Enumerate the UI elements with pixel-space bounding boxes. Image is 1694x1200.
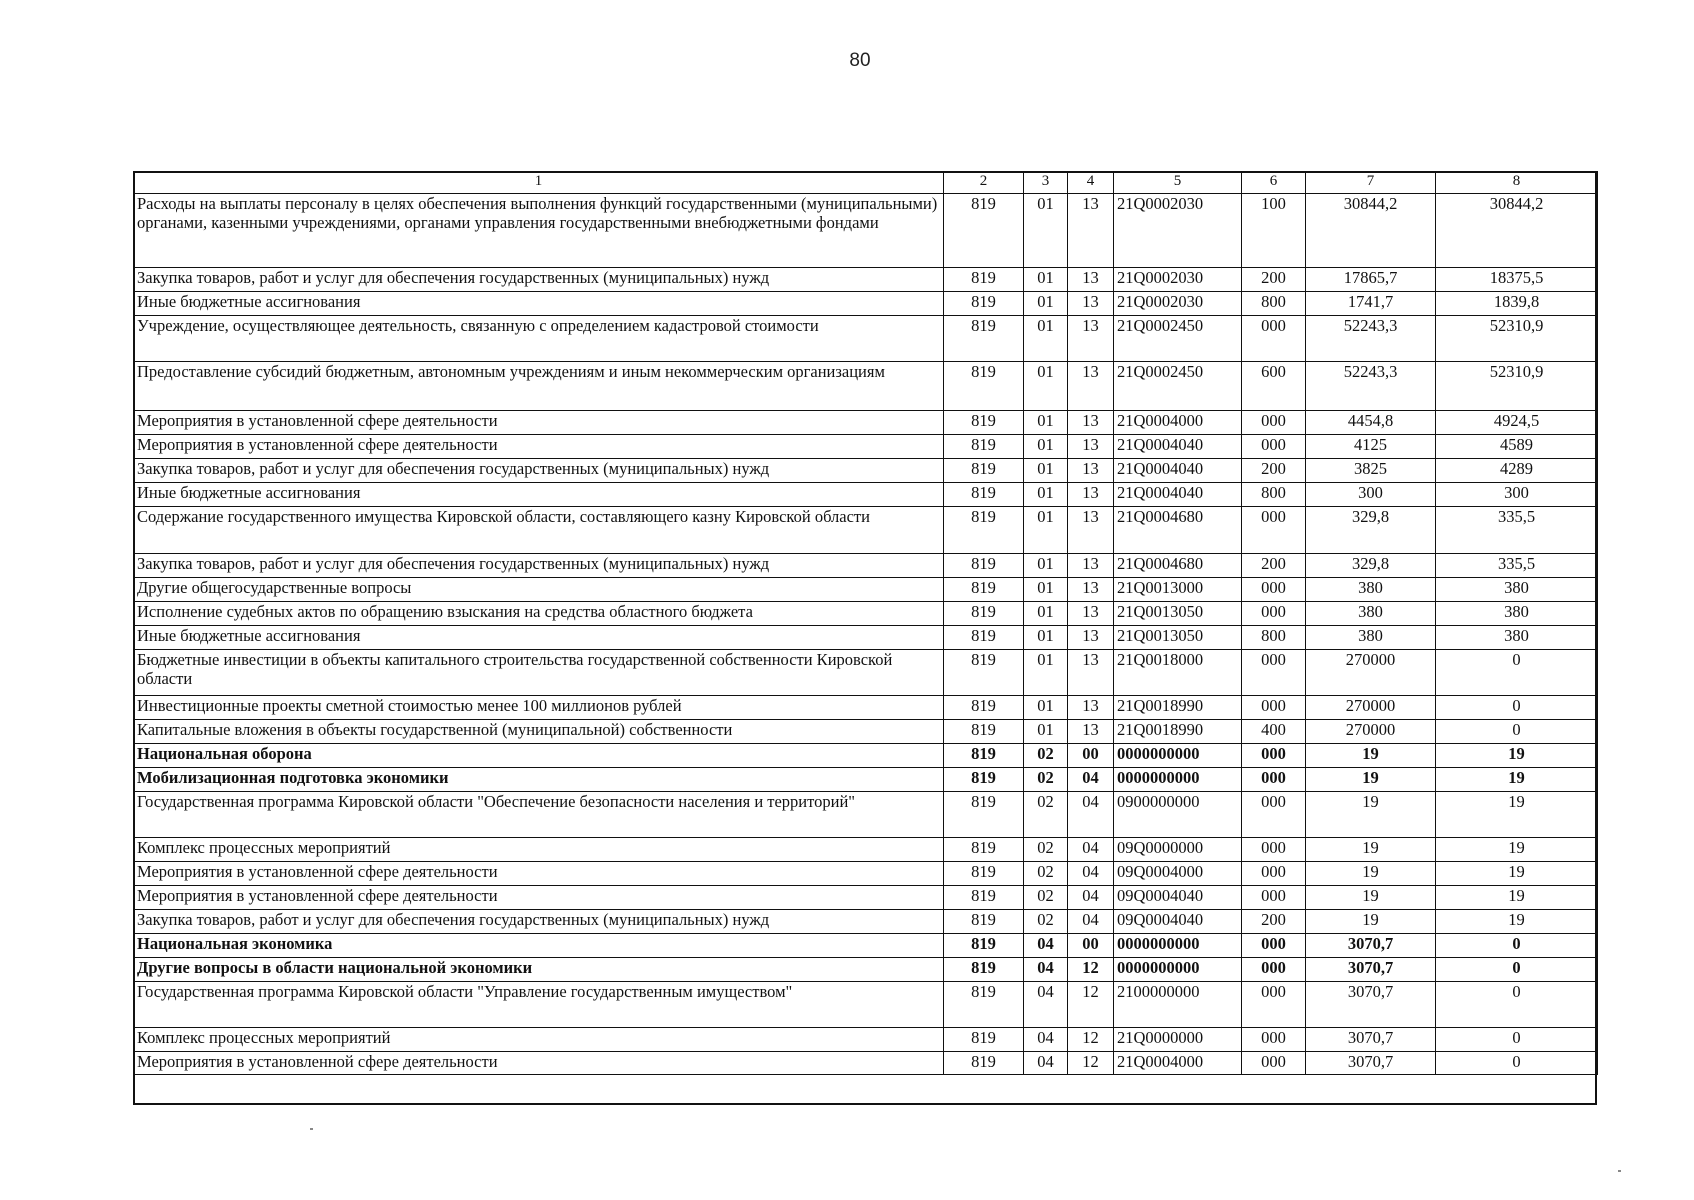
- cell-target-article: 21Q0004040: [1114, 435, 1242, 459]
- cell-name: Содержание государственного имущества Кировской области, составляющего казну Кировской области: [134, 507, 944, 554]
- cell-section: 01: [1024, 194, 1068, 268]
- cell-target-article: 09Q0004040: [1114, 886, 1242, 910]
- table-row: [134, 886, 1598, 910]
- cell-amount-year2: 18375,5: [1436, 268, 1598, 292]
- cell-amount-year2: 19: [1436, 910, 1598, 934]
- cell-amount-year1: 17865,7: [1306, 268, 1436, 292]
- cell-target-article: 21Q0018000: [1114, 650, 1242, 696]
- cell-admin-code: 819: [944, 268, 1024, 292]
- cell-name: Иные бюджетные ассигнования: [134, 292, 944, 316]
- cell-amount-year1: 3070,7: [1306, 1052, 1436, 1075]
- cell-name: Мероприятия в установленной сфере деятельности: [134, 862, 944, 886]
- table-row: [134, 862, 1598, 886]
- cell-target-article: 21Q0002030: [1114, 292, 1242, 316]
- cell-amount-year1: 19: [1306, 744, 1436, 768]
- cell-subsection: 13: [1068, 362, 1114, 411]
- cell-amount-year2: 0: [1436, 650, 1598, 696]
- cell-name: Закупка товаров, работ и услуг для обеспечения государственных (муниципальных) нужд: [134, 459, 944, 483]
- cell-subsection: 13: [1068, 507, 1114, 554]
- cell-amount-year1: 380: [1306, 626, 1436, 650]
- cell-amount-year2: 4289: [1436, 459, 1598, 483]
- cell-target-article: 21Q0004040: [1114, 459, 1242, 483]
- cell-target-article: 21Q0002030: [1114, 194, 1242, 268]
- column-header: 1: [134, 172, 944, 194]
- cell-amount-year1: 380: [1306, 602, 1436, 626]
- table-row: [134, 1052, 1598, 1075]
- cell-subsection: 04: [1068, 768, 1114, 792]
- cell-name: Расходы на выплаты персоналу в целях обеспечения выполнения функций государственными (муниципальными) органами, казенными учреждениями, органами управления государственными внебюджетными фондами: [134, 194, 944, 268]
- table-row: [134, 958, 1598, 982]
- cell-subsection: 13: [1068, 720, 1114, 744]
- cell-name: Мероприятия в установленной сфере деятельности: [134, 435, 944, 459]
- cell-amount-year2: 380: [1436, 578, 1598, 602]
- cell-name: Капитальные вложения в объекты государственной (муниципальной) собственности: [134, 720, 944, 744]
- cell-amount-year2: 335,5: [1436, 507, 1598, 554]
- table-row: [134, 744, 1598, 768]
- cell-subsection: 13: [1068, 554, 1114, 578]
- cell-target-article: 21Q0013050: [1114, 602, 1242, 626]
- cell-section: 02: [1024, 886, 1068, 910]
- table-row: [134, 578, 1598, 602]
- cell-target-article: 09Q0004040: [1114, 910, 1242, 934]
- cell-name: Учреждение, осуществляющее деятельность, связанную с определением кадастровой стоимости: [134, 316, 944, 362]
- cell-admin-code: 819: [944, 862, 1024, 886]
- cell-admin-code: 819: [944, 650, 1024, 696]
- cell-expense-type: 000: [1242, 744, 1306, 768]
- cell-name: Государственная программа Кировской области "Управление государственным имуществом": [134, 982, 944, 1028]
- scan-artifact: [1618, 1170, 1621, 1172]
- cell-admin-code: 819: [944, 554, 1024, 578]
- table-row: [134, 626, 1598, 650]
- table-row: [134, 982, 1598, 1028]
- cell-name: Предоставление субсидий бюджетным, автономным учреждениям и иным некоммерческим организациям: [134, 362, 944, 411]
- cell-expense-type: 200: [1242, 554, 1306, 578]
- cell-expense-type: 000: [1242, 792, 1306, 838]
- cell-name: Закупка товаров, работ и услуг для обеспечения государственных (муниципальных) нужд: [134, 268, 944, 292]
- cell-target-article: 21Q0002030: [1114, 268, 1242, 292]
- cell-admin-code: 819: [944, 435, 1024, 459]
- column-header: 3: [1024, 172, 1068, 194]
- column-header: 2: [944, 172, 1024, 194]
- table-row: [134, 411, 1598, 435]
- cell-admin-code: 819: [944, 744, 1024, 768]
- cell-subsection: 13: [1068, 650, 1114, 696]
- column-header: 7: [1306, 172, 1436, 194]
- cell-expense-type: 000: [1242, 578, 1306, 602]
- column-header: 6: [1242, 172, 1306, 194]
- cell-target-article: 21Q0004000: [1114, 1052, 1242, 1075]
- cell-target-article: 0900000000: [1114, 792, 1242, 838]
- cell-subsection: 00: [1068, 744, 1114, 768]
- cell-name: Комплекс процессных мероприятий: [134, 838, 944, 862]
- cell-target-article: 0000000000: [1114, 768, 1242, 792]
- cell-name: Мобилизационная подготовка экономики: [134, 768, 944, 792]
- cell-amount-year2: 19: [1436, 792, 1598, 838]
- cell-target-article: 0000000000: [1114, 934, 1242, 958]
- cell-amount-year1: 270000: [1306, 696, 1436, 720]
- cell-target-article: 21Q0013000: [1114, 578, 1242, 602]
- cell-amount-year1: 300: [1306, 483, 1436, 507]
- cell-expense-type: 000: [1242, 934, 1306, 958]
- cell-amount-year2: 0: [1436, 696, 1598, 720]
- cell-amount-year1: 1741,7: [1306, 292, 1436, 316]
- table-row: [134, 362, 1598, 411]
- cell-subsection: 12: [1068, 958, 1114, 982]
- cell-expense-type: 000: [1242, 411, 1306, 435]
- cell-expense-type: 000: [1242, 316, 1306, 362]
- cell-section: 01: [1024, 459, 1068, 483]
- cell-subsection: 12: [1068, 982, 1114, 1028]
- cell-admin-code: 819: [944, 578, 1024, 602]
- cell-target-article: 09Q0000000: [1114, 838, 1242, 862]
- cell-name: Комплекс процессных мероприятий: [134, 1028, 944, 1052]
- cell-amount-year1: 52243,3: [1306, 362, 1436, 411]
- cell-admin-code: 819: [944, 982, 1024, 1028]
- cell-expense-type: 000: [1242, 1052, 1306, 1075]
- cell-amount-year2: 4589: [1436, 435, 1598, 459]
- cell-section: 01: [1024, 696, 1068, 720]
- cell-amount-year2: 19: [1436, 886, 1598, 910]
- cell-expense-type: 800: [1242, 292, 1306, 316]
- cell-section: 04: [1024, 1028, 1068, 1052]
- cell-admin-code: 819: [944, 1028, 1024, 1052]
- cell-subsection: 13: [1068, 411, 1114, 435]
- cell-admin-code: 819: [944, 459, 1024, 483]
- column-header: 4: [1068, 172, 1114, 194]
- cell-expense-type: 200: [1242, 268, 1306, 292]
- cell-section: 02: [1024, 862, 1068, 886]
- cell-section: 01: [1024, 316, 1068, 362]
- cell-name: Иные бюджетные ассигнования: [134, 483, 944, 507]
- cell-expense-type: 000: [1242, 1028, 1306, 1052]
- table-row: [134, 934, 1598, 958]
- cell-section: 02: [1024, 838, 1068, 862]
- cell-target-article: 21Q0004040: [1114, 483, 1242, 507]
- cell-name: Национальная экономика: [134, 934, 944, 958]
- cell-section: 02: [1024, 910, 1068, 934]
- cell-expense-type: 000: [1242, 838, 1306, 862]
- cell-expense-type: 000: [1242, 435, 1306, 459]
- cell-expense-type: 000: [1242, 958, 1306, 982]
- cell-amount-year1: 19: [1306, 792, 1436, 838]
- cell-target-article: 0000000000: [1114, 744, 1242, 768]
- table-row: [134, 292, 1598, 316]
- cell-admin-code: 819: [944, 934, 1024, 958]
- cell-amount-year1: 19: [1306, 768, 1436, 792]
- cell-target-article: 21Q0002450: [1114, 316, 1242, 362]
- cell-admin-code: 819: [944, 411, 1024, 435]
- cell-name: Исполнение судебных актов по обращению взыскания на средства областного бюджета: [134, 602, 944, 626]
- column-header: 8: [1436, 172, 1598, 194]
- cell-section: 01: [1024, 650, 1068, 696]
- cell-amount-year2: 19: [1436, 768, 1598, 792]
- cell-target-article: 21Q0018990: [1114, 720, 1242, 744]
- cell-amount-year2: 0: [1436, 982, 1598, 1028]
- cell-section: 01: [1024, 507, 1068, 554]
- cell-subsection: 00: [1068, 934, 1114, 958]
- cell-amount-year2: 30844,2: [1436, 194, 1598, 268]
- cell-section: 01: [1024, 483, 1068, 507]
- cell-target-article: 21Q0000000: [1114, 1028, 1242, 1052]
- cell-section: 01: [1024, 362, 1068, 411]
- cell-subsection: 04: [1068, 886, 1114, 910]
- cell-subsection: 13: [1068, 194, 1114, 268]
- cell-subsection: 13: [1068, 483, 1114, 507]
- cell-admin-code: 819: [944, 910, 1024, 934]
- cell-expense-type: 600: [1242, 362, 1306, 411]
- cell-admin-code: 819: [944, 362, 1024, 411]
- cell-expense-type: 200: [1242, 910, 1306, 934]
- cell-target-article: 0000000000: [1114, 958, 1242, 982]
- header-row: [134, 172, 1598, 194]
- cell-target-article: 09Q0004000: [1114, 862, 1242, 886]
- cell-name: Иные бюджетные ассигнования: [134, 626, 944, 650]
- cell-expense-type: 000: [1242, 982, 1306, 1028]
- table-row: [134, 838, 1598, 862]
- page-number: 80: [849, 50, 871, 71]
- table-row: [134, 720, 1598, 744]
- cell-amount-year1: 4454,8: [1306, 411, 1436, 435]
- cell-admin-code: 819: [944, 720, 1024, 744]
- cell-amount-year2: 19: [1436, 744, 1598, 768]
- cell-subsection: 13: [1068, 316, 1114, 362]
- cell-amount-year1: 270000: [1306, 650, 1436, 696]
- cell-amount-year1: 52243,3: [1306, 316, 1436, 362]
- cell-amount-year2: 0: [1436, 1052, 1598, 1075]
- cell-admin-code: 819: [944, 292, 1024, 316]
- cell-amount-year1: 3825: [1306, 459, 1436, 483]
- cell-section: 01: [1024, 268, 1068, 292]
- cell-subsection: 13: [1068, 696, 1114, 720]
- table-row: [134, 435, 1598, 459]
- cell-section: 04: [1024, 1052, 1068, 1075]
- cell-expense-type: 000: [1242, 650, 1306, 696]
- table-row: [134, 194, 1598, 268]
- cell-name: Мероприятия в установленной сфере деятельности: [134, 1052, 944, 1075]
- cell-target-article: 21Q0018990: [1114, 696, 1242, 720]
- cell-admin-code: 819: [944, 483, 1024, 507]
- table-row: [134, 459, 1598, 483]
- cell-subsection: 13: [1068, 602, 1114, 626]
- cell-name: Закупка товаров, работ и услуг для обеспечения государственных (муниципальных) нужд: [134, 554, 944, 578]
- cell-admin-code: 819: [944, 958, 1024, 982]
- table-row: [134, 650, 1598, 696]
- cell-admin-code: 819: [944, 838, 1024, 862]
- cell-name: Закупка товаров, работ и услуг для обеспечения государственных (муниципальных) нужд: [134, 910, 944, 934]
- cell-target-article: 21Q0004680: [1114, 554, 1242, 578]
- cell-amount-year1: 3070,7: [1306, 934, 1436, 958]
- cell-amount-year1: 380: [1306, 578, 1436, 602]
- cell-amount-year2: 52310,9: [1436, 362, 1598, 411]
- cell-section: 01: [1024, 602, 1068, 626]
- cell-amount-year1: 4125: [1306, 435, 1436, 459]
- cell-admin-code: 819: [944, 194, 1024, 268]
- cell-section: 01: [1024, 435, 1068, 459]
- cell-subsection: 13: [1068, 459, 1114, 483]
- cell-name: Другие общегосударственные вопросы: [134, 578, 944, 602]
- cell-admin-code: 819: [944, 886, 1024, 910]
- cell-subsection: 13: [1068, 435, 1114, 459]
- cell-subsection: 12: [1068, 1028, 1114, 1052]
- cell-section: 04: [1024, 982, 1068, 1028]
- cell-subsection: 04: [1068, 792, 1114, 838]
- cell-amount-year2: 335,5: [1436, 554, 1598, 578]
- cell-expense-type: 100: [1242, 194, 1306, 268]
- cell-amount-year2: 0: [1436, 958, 1598, 982]
- cell-amount-year1: 30844,2: [1306, 194, 1436, 268]
- cell-amount-year1: 3070,7: [1306, 1028, 1436, 1052]
- cell-subsection: 12: [1068, 1052, 1114, 1075]
- cell-expense-type: 000: [1242, 602, 1306, 626]
- cell-amount-year2: 4924,5: [1436, 411, 1598, 435]
- cell-name: Мероприятия в установленной сфере деятельности: [134, 886, 944, 910]
- cell-name: Бюджетные инвестиции в объекты капитального строительства государственной собственности Кировской области: [134, 650, 944, 696]
- cell-amount-year2: 0: [1436, 720, 1598, 744]
- table-row: [134, 554, 1598, 578]
- cell-target-article: 21Q0004680: [1114, 507, 1242, 554]
- cell-admin-code: 819: [944, 696, 1024, 720]
- cell-admin-code: 819: [944, 1052, 1024, 1075]
- cell-expense-type: 400: [1242, 720, 1306, 744]
- cell-section: 01: [1024, 292, 1068, 316]
- cell-section: 01: [1024, 720, 1068, 744]
- cell-amount-year1: 19: [1306, 838, 1436, 862]
- cell-section: 04: [1024, 934, 1068, 958]
- cell-section: 01: [1024, 554, 1068, 578]
- cell-amount-year2: 380: [1436, 626, 1598, 650]
- table-row: [134, 316, 1598, 362]
- cell-admin-code: 819: [944, 602, 1024, 626]
- cell-subsection: 04: [1068, 838, 1114, 862]
- cell-section: 01: [1024, 578, 1068, 602]
- scan-artifact: [310, 1128, 313, 1130]
- cell-amount-year2: 0: [1436, 1028, 1598, 1052]
- budget-table: [133, 171, 1598, 1075]
- cell-amount-year1: 3070,7: [1306, 982, 1436, 1028]
- cell-target-article: 2100000000: [1114, 982, 1242, 1028]
- cell-expense-type: 000: [1242, 886, 1306, 910]
- cell-admin-code: 819: [944, 792, 1024, 838]
- column-header: 5: [1114, 172, 1242, 194]
- cell-amount-year2: 1839,8: [1436, 292, 1598, 316]
- cell-subsection: 13: [1068, 578, 1114, 602]
- cell-target-article: 21Q0004000: [1114, 411, 1242, 435]
- table-row: [134, 483, 1598, 507]
- table-row: [134, 1028, 1598, 1052]
- cell-section: 04: [1024, 958, 1068, 982]
- cell-amount-year2: 19: [1436, 862, 1598, 886]
- cell-name: Инвестиционные проекты сметной стоимостью менее 100 миллионов рублей: [134, 696, 944, 720]
- cell-expense-type: 800: [1242, 626, 1306, 650]
- cell-section: 01: [1024, 626, 1068, 650]
- cell-expense-type: 000: [1242, 696, 1306, 720]
- table-row: [134, 792, 1598, 838]
- cell-subsection: 13: [1068, 268, 1114, 292]
- cell-target-article: 21Q0002450: [1114, 362, 1242, 411]
- cell-subsection: 13: [1068, 292, 1114, 316]
- cell-expense-type: 000: [1242, 507, 1306, 554]
- cell-amount-year1: 19: [1306, 862, 1436, 886]
- cell-amount-year2: 300: [1436, 483, 1598, 507]
- table-row: [134, 696, 1598, 720]
- cell-section: 02: [1024, 792, 1068, 838]
- cell-amount-year1: 19: [1306, 910, 1436, 934]
- cell-section: 02: [1024, 744, 1068, 768]
- table-row: [134, 602, 1598, 626]
- cell-amount-year2: 52310,9: [1436, 316, 1598, 362]
- cell-expense-type: 000: [1242, 768, 1306, 792]
- cell-expense-type: 200: [1242, 459, 1306, 483]
- table-row: [134, 910, 1598, 934]
- cell-subsection: 04: [1068, 862, 1114, 886]
- cell-name: Мероприятия в установленной сфере деятельности: [134, 411, 944, 435]
- cell-target-article: 21Q0013050: [1114, 626, 1242, 650]
- cell-expense-type: 000: [1242, 862, 1306, 886]
- table-row: [134, 268, 1598, 292]
- table-row: [134, 768, 1598, 792]
- table-row: [134, 507, 1598, 554]
- cell-name: Другие вопросы в области национальной экономики: [134, 958, 944, 982]
- cell-amount-year1: 3070,7: [1306, 958, 1436, 982]
- cell-admin-code: 819: [944, 768, 1024, 792]
- cell-section: 02: [1024, 768, 1068, 792]
- cell-section: 01: [1024, 411, 1068, 435]
- cell-amount-year2: 380: [1436, 602, 1598, 626]
- cell-amount-year1: 19: [1306, 886, 1436, 910]
- cell-admin-code: 819: [944, 507, 1024, 554]
- cell-amount-year2: 19: [1436, 838, 1598, 862]
- cell-subsection: 04: [1068, 910, 1114, 934]
- cell-expense-type: 800: [1242, 483, 1306, 507]
- cell-amount-year1: 329,8: [1306, 507, 1436, 554]
- cell-subsection: 13: [1068, 626, 1114, 650]
- cell-admin-code: 819: [944, 316, 1024, 362]
- cell-amount-year1: 329,8: [1306, 554, 1436, 578]
- cell-admin-code: 819: [944, 626, 1024, 650]
- cell-name: Национальная оборона: [134, 744, 944, 768]
- cell-name: Государственная программа Кировской области "Обеспечение безопасности населения и территорий": [134, 792, 944, 838]
- cell-amount-year1: 270000: [1306, 720, 1436, 744]
- cell-amount-year2: 0: [1436, 934, 1598, 958]
